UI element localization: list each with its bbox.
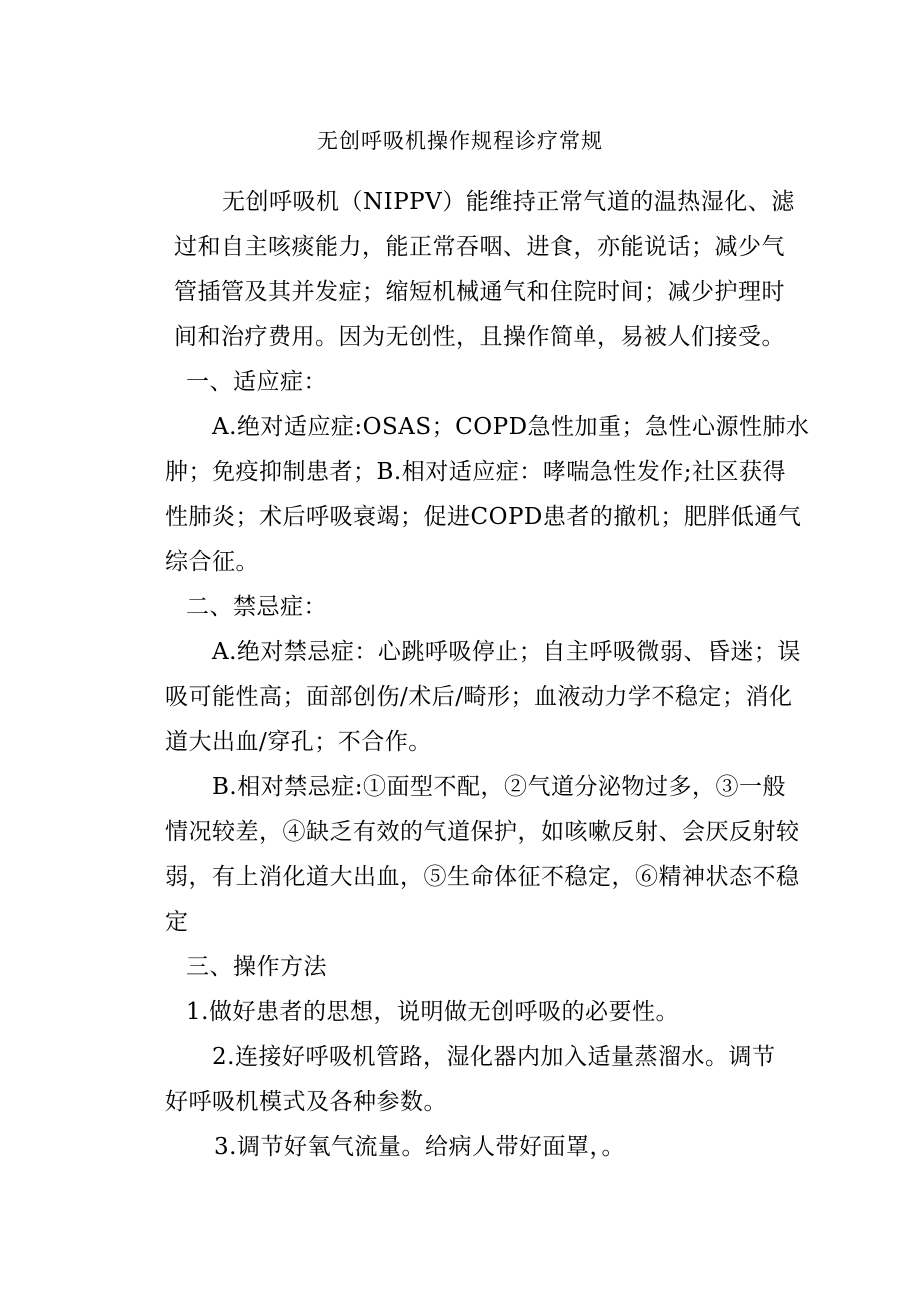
paragraph-line: A.绝对禁忌症：心跳呼吸停止；自主呼吸微弱、昏迷；误: [212, 639, 801, 665]
paragraph-line: 肿；免疫抑制患者；B.相对适应症：哮喘急性发作;社区获得: [165, 459, 786, 485]
list-item: 2.连接好呼吸机管路，湿化器内加入适量蒸溜水。调节: [212, 1044, 776, 1070]
paragraph-line: 吸可能性高；面部创伤/术后/畸形；血液动力学不稳定；消化: [165, 684, 793, 710]
section-heading: 一、适应症：: [186, 369, 327, 395]
section-heading: 三、操作方法: [186, 954, 327, 980]
section-heading: 二、禁忌症：: [186, 594, 327, 620]
paragraph-line: A.绝对适应症:OSAS；COPD急性加重；急性心源性肺水: [212, 414, 810, 440]
list-item: 3.调节好氧气流量。给病人带好面罩，。: [214, 1134, 625, 1160]
paragraph-line: 好呼吸机模式及各种参数。: [165, 1089, 447, 1115]
document-title: 无创呼吸机操作规程诊疗常规: [317, 129, 603, 153]
paragraph-line: 无创呼吸机（NIPPV）能维持正常气道的温热湿化、滤: [222, 189, 795, 215]
paragraph-line: B.相对禁忌症:①面型不配，②气道分泌物过多，③一般: [212, 774, 786, 800]
paragraph-line: 间和治疗费用。因为无创性，且操作简单，易被人们接受。: [174, 324, 785, 350]
paragraph-line: 管插管及其并发症；缩短机械通气和住院时间；减少护理时: [174, 279, 785, 305]
paragraph-line: 性肺炎；术后呼吸衰竭；促进COPD患者的撤机；肥胖低通气: [165, 504, 802, 530]
paragraph-line: 情况较差，④缺乏有效的气道保护，如咳嗽反射、会厌反射较: [165, 819, 800, 845]
paragraph-line: 道大出血/穿孔；不合作。: [165, 729, 432, 755]
paragraph-line: 综合征。: [165, 549, 259, 575]
list-item: 1.做好患者的思想，说明做无创呼吸的必要性。: [186, 999, 679, 1025]
paragraph-line: 过和自主咳痰能力，能正常吞咽、进食，亦能说话；减少气: [174, 234, 785, 260]
paragraph-line: 定: [165, 909, 189, 935]
paragraph-line: 弱，有上消化道大出血，⑤生命体征不稳定，⑥精神状态不稳: [165, 864, 800, 890]
